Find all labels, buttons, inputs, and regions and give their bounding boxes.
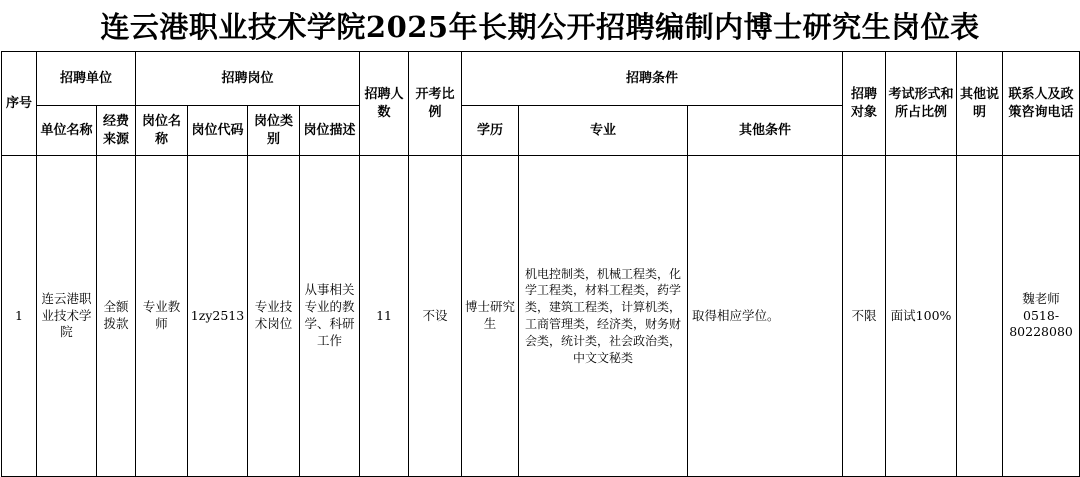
- header-unit-group: 招聘单位: [37, 52, 136, 106]
- header-post-desc: 岗位描述: [300, 106, 360, 156]
- cell-funding: 全额拨款: [97, 156, 136, 477]
- cell-education: 博士研究生: [462, 156, 519, 477]
- cell-seq: 1: [2, 156, 37, 477]
- cell-notes: [957, 156, 1003, 477]
- cell-target: 不限: [843, 156, 886, 477]
- header-other-cond: 其他条件: [688, 106, 843, 156]
- cell-post-type: 专业技术岗位: [248, 156, 300, 477]
- contact-name: 魏老师: [1022, 290, 1060, 306]
- cell-ratio: 不设: [409, 156, 462, 477]
- page-title: 连云港职业技术学院2025年长期公开招聘编制内博士研究生岗位表: [100, 9, 980, 44]
- cell-unit-name: 连云港职业技术学院: [37, 156, 97, 477]
- header-ratio: 开考比例: [409, 52, 462, 156]
- header-exam: 考试形式和所占比例: [886, 52, 957, 156]
- cell-post-desc: 从事相关专业的教学、科研工作: [300, 156, 360, 477]
- header-target: 招聘对象: [843, 52, 886, 156]
- header-post-type: 岗位类别: [248, 106, 300, 156]
- cell-post-code: 1zy2513: [188, 156, 248, 477]
- cell-exam: 面试100%: [886, 156, 957, 477]
- cell-count: 11: [360, 156, 409, 477]
- table-row: [2, 156, 1080, 477]
- header-funding: 经费来源: [97, 106, 136, 156]
- header-seq: 序号: [2, 52, 37, 156]
- header-count: 招聘人数: [360, 52, 409, 156]
- header-major: 专业: [519, 106, 688, 156]
- header-post-code: 岗位代码: [188, 106, 248, 156]
- cell-major: 机电控制类，机械工程类，化学工程类，材料工程类，药学类，建筑工程类，计算机类，工商管理类，经济类，财务财会类，统计类，社会政治类，中文文秘类: [519, 156, 688, 477]
- header-notes: 其他说明: [957, 52, 1003, 156]
- header-education: 学历: [462, 106, 519, 156]
- cell-other-cond: 取得相应学位。: [688, 156, 843, 477]
- cell-post-name: 专业教师: [136, 156, 188, 477]
- cell-contact: [1003, 156, 1080, 477]
- header-post-group: 招聘岗位: [136, 52, 360, 106]
- recruitment-table: [1, 51, 1080, 477]
- header-unit-name: 单位名称: [37, 106, 97, 156]
- header-post-name: 岗位名称: [136, 106, 188, 156]
- header-contact: 联系人及政策咨询电话: [1003, 52, 1080, 156]
- header-cond-group: 招聘条件: [462, 52, 843, 106]
- contact-phone: 0518-80228080: [1009, 307, 1073, 340]
